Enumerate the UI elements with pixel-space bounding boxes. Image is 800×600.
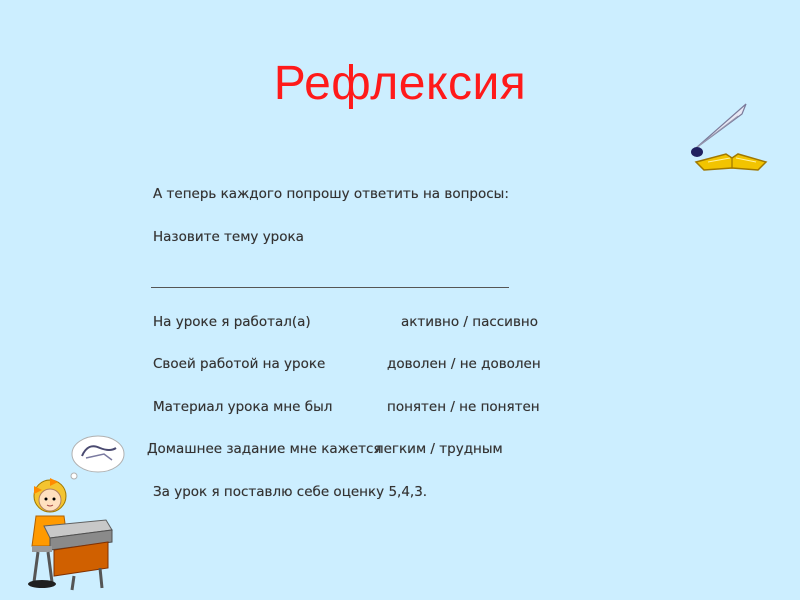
question-work: На уроке я работал(а) (153, 314, 311, 330)
grade-text: За урок я поставлю себе оценку 5,4,3. (153, 484, 428, 500)
question-topic: Назовите тему урока (153, 229, 304, 245)
options-homework: легким / трудным (375, 441, 503, 457)
student-at-desk-icon (14, 464, 124, 594)
question-satisfaction: Своей работой на уроке (153, 356, 326, 372)
question-material: Материал урока мне был (153, 399, 333, 415)
question-homework: Домашнее задание мне кажется (147, 441, 382, 457)
options-satisfaction: доволен / не доволен (387, 356, 541, 372)
answer-line (151, 287, 509, 288)
slide-title: Рефлексия (273, 57, 527, 110)
options-work: активно / пассивно (401, 314, 538, 330)
intro-text: А теперь каждого попрошу ответить на вопросы: (153, 186, 509, 202)
options-material: понятен / не понятен (387, 399, 540, 415)
quill-book-icon (686, 98, 776, 178)
